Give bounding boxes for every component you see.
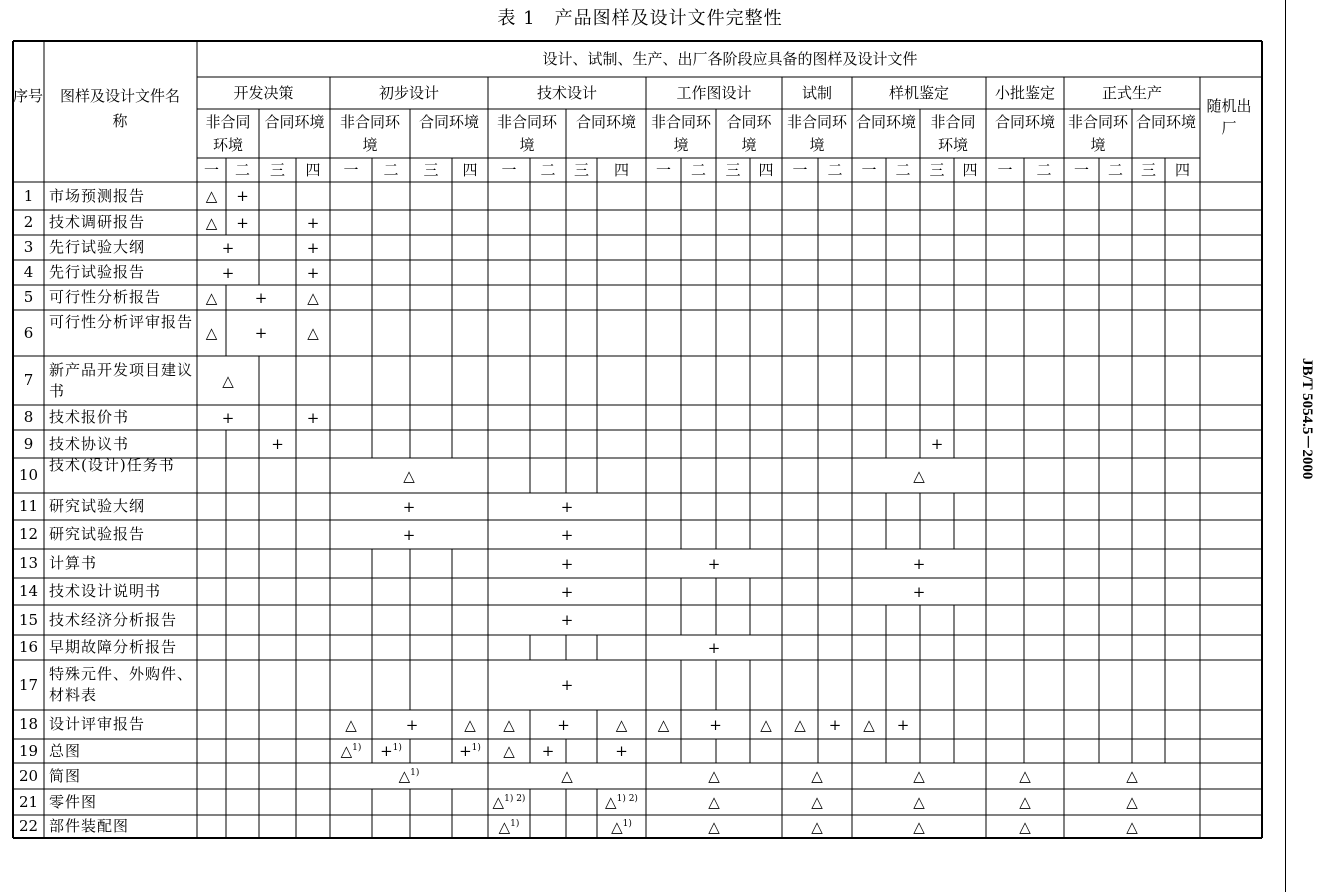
level-header: 一 [1073,161,1089,179]
level-header: 三 [573,161,589,179]
stage-header: 小批鉴定 [994,84,1055,102]
plus-mark: + [254,324,268,342]
level-header: 二 [1107,161,1123,179]
env-non-contract: 非合同环境 [650,113,711,154]
header-random-factory: 随机出厂 [1206,97,1252,137]
footnote-ref: 1) [392,743,402,753]
triangle-mark: △ [561,767,573,785]
row-name: 特殊元件、外购件、材料表 [49,665,194,704]
row-name: 研究试验大纲 [49,497,146,515]
level-header: 二 [540,161,556,179]
plus-mark: + [306,238,320,257]
triangle-mark: △ [403,466,415,485]
plus-mark: + [402,525,416,544]
triangle-mark: △ [863,715,875,734]
env-contract: 合同环境 [994,113,1055,131]
triangle-mark: △ [657,715,670,734]
triangle-mark: △ [811,793,823,811]
triangle-mark: △$^{1) 2)}$ [492,793,526,811]
plus-mark: + [930,435,944,453]
triangle-mark: △ [307,288,319,307]
env-non-contract: 非合同环境 [786,113,847,154]
plus-mark: + [896,715,910,734]
level-header: 四 [1174,161,1190,179]
env-non-contract: 非合同环境 [205,113,251,154]
env-contract: 合同环境 [264,113,325,131]
plus-mark: + [912,554,926,573]
level-header: 一 [655,161,671,179]
row-number: 12 [18,525,39,543]
table-title: 表 1 产品图样及设计文件完整性 [497,8,783,29]
row-name: 总图 [49,741,82,760]
plus-mark: + [707,638,721,657]
triangle-mark: △ [1126,817,1138,836]
triangle-mark: △ [345,715,357,734]
triangle-mark: △$^{1)}$ [340,742,362,760]
row-name: 设计评审报告 [49,715,146,733]
level-header: 二 [827,161,843,179]
row-name: 技术调研报告 [49,213,146,231]
row-number: 14 [18,582,39,600]
level-header: 一 [501,161,517,179]
plus-mark: + [221,238,235,257]
row-number: 1 [23,186,34,205]
env-contract: 合同环境 [1136,113,1197,131]
plus-mark: + [557,715,570,734]
triangle-mark: △ [1019,793,1031,811]
header-name: 图样及设计文件名 称 [59,87,211,130]
env-non-contract: 非合同环境 [1068,113,1129,154]
row-number: 13 [18,554,39,572]
triangle-mark: △ [913,817,925,836]
env-non-contract: 非合同环境 [339,113,400,154]
triangle-mark: △ [205,288,218,307]
row-number: 3 [23,238,34,256]
triangle-mark: △ [811,767,823,785]
row-number: 16 [18,638,39,656]
row-number: 11 [18,497,39,515]
plus-mark: + [560,582,574,601]
level-header: 四 [462,161,478,179]
triangle-mark: △ [205,213,218,232]
row-number: 20 [18,766,39,785]
level-header: 四 [613,161,629,179]
plus-mark: + [221,263,235,282]
stage-header: 正式生产 [1101,84,1162,102]
row-name: 计算书 [49,554,98,572]
row-name: 简图 [49,766,82,785]
plus-mark: + [405,715,419,734]
env-contract: 合同环境 [726,113,772,154]
triangle-mark: △ [464,715,476,734]
plus-mark: + [709,715,722,734]
level-header: 二 [895,161,911,179]
plus-mark: + [541,742,555,760]
triangle-mark: △ [794,715,806,734]
plus-mark: + [560,676,574,694]
plus-mark: + [560,611,574,629]
row-number: 19 [18,741,39,760]
row-name: 技术协议书 [49,434,130,453]
plus-mark: + [306,408,320,427]
plus-mark: + [271,435,284,453]
header-seq: 序号 [13,87,44,105]
row-number: 5 [23,288,34,306]
row-number: 15 [18,610,39,629]
triangle-mark: △ [307,324,319,342]
plus-mark: + [236,213,249,232]
stage-header: 工作图设计 [676,84,752,102]
row-number: 4 [23,263,34,281]
row-name: 零件图 [49,792,98,811]
triangle-mark: △$^{1)}$ [398,767,420,785]
triangle-mark: △ [811,817,823,836]
triangle-mark: △ [503,715,515,734]
row-number: 21 [18,792,39,811]
row-name: 先行试验报告 [49,263,146,281]
level-header: 一 [861,161,877,179]
triangle-mark: △ [205,324,218,342]
footnote-ref: 1) [471,743,481,753]
row-number: 22 [18,817,39,835]
stage-header: 样机鉴定 [888,84,949,102]
triangle-mark: △ [1019,767,1031,785]
plus-mark: + [707,554,721,573]
level-header: 一 [203,161,219,179]
level-header: 三 [269,161,285,179]
triangle-mark: △ [205,187,218,205]
plus-mark: + [560,525,574,544]
plus-mark: + [221,408,235,427]
plus-mark: + [828,715,842,734]
level-header: 四 [758,161,774,179]
level-header: 三 [423,161,439,179]
plus-mark: + [402,497,416,516]
plus-mark: + [912,582,926,601]
triangle-mark: △ [708,793,720,811]
level-header: 一 [997,161,1013,179]
row-name: 先行试验大纲 [49,238,146,256]
row-name: 早期故障分析报告 [49,638,178,656]
triangle-mark: △ [708,817,720,836]
row-number: 17 [18,675,39,694]
stage-header: 试制 [801,84,832,102]
level-header: 三 [725,161,741,179]
triangle-mark: △ [1126,767,1138,785]
footnote-ref: 1) [410,768,420,778]
footnote-ref: 1) 2) [616,794,638,804]
env-non-contract: 非合同环境 [496,113,557,154]
triangle-mark: △ [913,767,925,785]
plus-mark: +$^{1)}$ [459,742,481,760]
row-name: 市场预测报告 [49,186,146,205]
triangle-mark: △ [913,793,925,811]
plus-mark: +$^{1)}$ [380,742,402,760]
triangle-mark: △$^{1)}$ [498,817,520,836]
level-header: 四 [962,161,978,179]
triangle-mark: △ [222,371,234,390]
row-number: 9 [23,434,34,453]
env-non-contract: 非合同环境 [930,113,976,154]
level-header: 二 [383,161,399,179]
row-name: 可行性分析报告 [49,288,162,306]
level-header: 四 [305,161,321,179]
env-contract: 合同环境 [418,113,479,131]
triangle-mark: △$^{1) 2)}$ [605,793,638,811]
row-name: 可行性分析评审报告 [49,313,194,331]
footnote-ref: 1) 2) [504,794,526,804]
triangle-mark: △ [760,715,772,734]
level-header: 二 [1036,161,1052,179]
footnote-ref: 1) [622,818,632,829]
level-header: 一 [792,161,808,179]
row-name: 技术(设计)任务书 [49,455,175,474]
header-group: 设计、试制、生产、出厂各阶段应具备的图样及设计文件 [542,50,918,68]
level-header: 二 [690,161,706,179]
plus-mark: + [560,497,574,516]
row-number: 10 [18,466,39,484]
plus-mark: + [236,187,249,205]
row-number: 8 [23,408,34,426]
row-name: 研究试验报告 [49,525,146,543]
row-name: 技术经济分析报告 [49,610,178,629]
plus-mark: + [615,742,628,760]
row-number: 7 [23,371,34,389]
level-header: 三 [1140,161,1156,179]
level-header: 三 [929,161,945,179]
triangle-mark: △ [913,466,925,485]
plus-mark: + [254,288,268,307]
triangle-mark: △ [1126,793,1138,811]
triangle-mark: △ [503,742,515,760]
row-name: 技术设计说明书 [49,582,162,600]
row-number: 18 [18,715,39,733]
env-contract: 合同环境 [856,113,917,131]
plus-mark: + [306,263,320,282]
row-name: 新产品开发项目建议书 [49,360,194,400]
level-header: 一 [343,161,359,179]
stage-header: 技术设计 [536,84,597,102]
footnote-ref: 1) [352,743,362,753]
standard-code: JB/T 5054.5－2000 [1299,358,1315,480]
row-name: 技术报价书 [49,408,130,426]
footnote-ref: 1) [510,818,520,829]
level-header: 二 [234,161,250,179]
stage-header: 初步设计 [378,84,439,102]
triangle-mark: △$^{1)}$ [611,817,632,836]
row-number: 2 [23,213,34,231]
plus-mark: + [560,554,574,573]
triangle-mark: △ [708,767,720,785]
triangle-mark: △ [1019,817,1031,836]
env-contract: 合同环境 [575,113,636,131]
triangle-mark: △ [615,715,628,734]
row-number: 6 [23,323,34,342]
row-name: 部件装配图 [49,817,130,835]
stage-header: 开发决策 [233,84,294,102]
plus-mark: + [306,213,320,232]
